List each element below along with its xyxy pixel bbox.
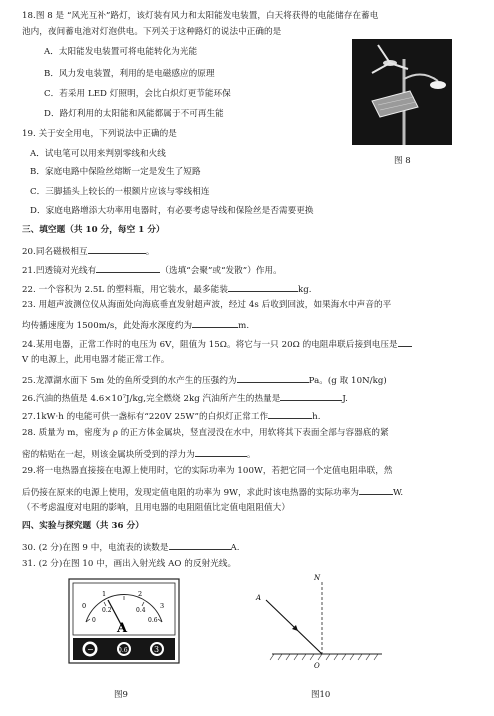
q28-line1: 28. 质量为 m，密度为 ρ 的正方体金属块，竖直浸没在水中，用软将其下表面全部与容器底的紧	[22, 428, 389, 438]
q19-stem: 19. 关于安全用电，下列说法中正确的是	[22, 129, 177, 139]
figure10-label-o: O	[314, 662, 320, 670]
q23-line1: 23. 用超声波测位仪从海面处向海底垂直发射超声波，经过 4s 后收到回波，如果海水中声音的平	[22, 300, 392, 310]
q29-note: （不考虑温度对电阻的影响，且用电器的电阻阻值比定值电阻阻值大）	[22, 503, 290, 513]
q27: 27.1kW·h 的电能可供一盏标有“220V 25W”的白炽灯正常工作 h.	[22, 409, 321, 423]
q28-line2: 密的粘贴在一起，则该金属块所受到的浮力为 。	[22, 447, 256, 461]
q20: 20.同名磁极相互 。	[22, 244, 154, 258]
figure9-caption: 图9	[114, 690, 128, 700]
figure9-terminal-negative: −	[87, 645, 94, 654]
q18-line1: 18.图 8 是 “风光互补”路灯，该灯装有风力和太阳能发电装置，白天将获得的电能储存在蓄电	[22, 11, 379, 21]
q29-line2: 后仍接在原来的电源上使用，发现定值电阻的功率为 9W，求此时该电热器的实际功率为 W.	[22, 485, 403, 499]
figure9-scale-top-3: 3	[160, 602, 165, 610]
q23-line2: 均传播速度为 1500m/s，此处海水深度约为 m.	[22, 318, 249, 332]
q26: 26.汽油的热值是 4.6×10⁷J/kg,完全燃烧 2kg 汽油所产生的热量是 J.	[22, 391, 348, 405]
q18-option-b: B．风力发电装置，利用的是电磁感应的原理	[44, 69, 215, 79]
q25: 25.龙潭湖水面下 5m 处的鱼所受到的水产生的压强约为 Pa。(g 取 10N/kg)	[22, 373, 387, 387]
figure9-scale-bottom-3: 0.6	[148, 617, 158, 624]
figure9-scale-top-0: 0	[82, 602, 87, 610]
q19-option-b: B．家庭电路中保险丝熔断一定是发生了短路	[30, 167, 201, 177]
q29-line1: 29.将一电热器直接接在电源上使用时，它的实际功率为 100W，若把它同一个定值电阻串联，然	[22, 466, 393, 476]
figure8-streetlight-photo	[352, 39, 452, 145]
q18-option-d: D．路灯利用的太阳能和风能都属于不可再生能	[44, 109, 224, 119]
figure9-scale-top-1: 1	[102, 590, 107, 598]
q22: 22. 一个容积为 2.5L 的塑料瓶，用它装水，最多能装 kg.	[22, 282, 312, 296]
figure9-ammeter	[68, 578, 180, 664]
figure10-reflection-diagram	[252, 570, 392, 674]
q31: 31. (2 分)在图 10 中，画出入射光线 AO 的反射光线。	[22, 559, 237, 569]
q30: 30. (2 分)在图 9 中，电流表的读数是 A.	[22, 540, 240, 554]
figure10-label-n: N	[314, 574, 321, 582]
q19-option-a: A．试电笔可以用来判别零线和火线	[30, 149, 166, 159]
figure9-scale-top-2: 2	[138, 590, 143, 598]
figure9-scale-bottom-0: 0	[92, 617, 96, 624]
figure9-scale-bottom-2: 0.4	[136, 607, 146, 614]
figure10-caption: 图10	[311, 690, 331, 700]
q24-line2: V 的电源上，此用电器才能正常工作。	[22, 355, 170, 365]
figure8-caption: 图 8	[394, 156, 411, 166]
q19-option-d: D．家庭电路增添大功率用电器时，有必要考虑导线和保险丝是否需要更换	[30, 206, 314, 216]
section3-heading: 三、填空题（共 10 分，每空 1 分）	[22, 225, 165, 235]
figure9-terminal-3: 3	[154, 645, 160, 654]
q18-line2: 池内，夜间蓄电池对灯泡供电。下列关于这种路灯的说法中正确的是	[22, 27, 282, 37]
figure9-unit: A	[117, 621, 128, 636]
figure9-scale-bottom-1: 0.2	[102, 607, 112, 614]
q24-line1: 24.某用电器，正常工作时的电压为 6V，阻值为 15Ω。将它与一只 20Ω 的电阻串联后接到电压是	[22, 337, 412, 351]
q21: 21.凹透镜对光线有 （选填“会聚”或“发散”）作用。	[22, 263, 282, 277]
q18-option-c: C．若采用 LED 灯照明，会比白炽灯更节能环保	[44, 89, 231, 99]
q18-option-a: A．太阳能发电装置可将电能转化为光能	[44, 47, 198, 57]
figure9-terminal-0-6: 0.6	[118, 647, 128, 654]
q19-option-c: C．三脚插头上较长的一根额片应该与零线相连	[30, 187, 210, 197]
figure10-label-a: A	[256, 594, 262, 602]
section4-heading: 四、实验与探究题（共 36 分）	[22, 521, 144, 531]
